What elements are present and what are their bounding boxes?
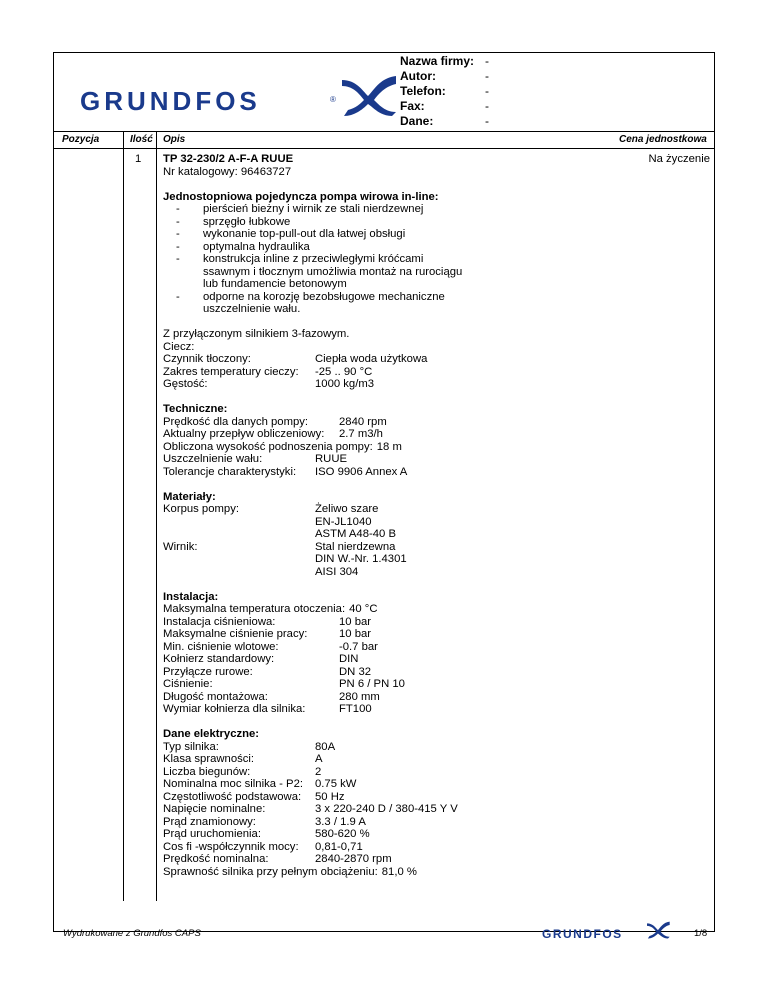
- table-row: Uszczelnienie wału: RUUE: [163, 453, 348, 465]
- col-cena: Cena jednostkowa: [619, 134, 707, 145]
- col-ilosc: Ilość: [130, 134, 153, 145]
- table-row: Wirnik: Stal nierdzewna: [163, 540, 396, 553]
- svg-text:GRUNDFOS: GRUNDFOS: [542, 927, 623, 941]
- col-pozycja: Pozycja: [62, 134, 100, 145]
- svg-text:®: ®: [330, 95, 336, 104]
- item-price: Na życzenie: [648, 153, 710, 165]
- table-row: Tolerancje charakterystyki: ISO 9906 Annex A: [163, 465, 408, 478]
- item-description: [163, 153, 703, 878]
- table-row: DIN W.-Nr. 1.4301: [315, 553, 407, 565]
- list-item: - konstrukcja inline z przeciwległymi króćcami ssawnym i tłocznym umożliwia montaż na rurociągu lub fundamencie betonowym: [176, 253, 463, 290]
- table-row: EN-JL1040: [315, 515, 372, 528]
- catalog-number: Nr katalogowy: 96463727: [163, 165, 292, 178]
- grundfos-footer-logo: [542, 920, 682, 947]
- printed-from-note: Wydrukowane z Grundfos CAPS: [63, 928, 201, 939]
- table-row: AISI 304: [315, 565, 359, 578]
- table-row: Aktualny przepływ obliczeniowy: 2.7 m3/h: [163, 428, 383, 440]
- table-row: Korpus pompy: Żeliwo szare: [163, 503, 379, 515]
- phone-field: Telefon: -: [400, 84, 489, 98]
- description-heading: Jednostopniowa pojedyncza pompa wirowa in-line:: [163, 190, 439, 203]
- page-number: 1/8: [694, 928, 708, 939]
- fax-field: Fax: -: [400, 99, 489, 113]
- header-divider: [53, 131, 715, 132]
- table-row: Maksymalne ciśnienie pracy: 10 bar: [163, 628, 372, 640]
- motor-intro: Z przyłączonym silnikiem 3-fazowym.: [163, 328, 350, 340]
- table-row: Prąd znamionowy: 3.3 / 1.9 A: [163, 815, 366, 828]
- item-quantity: 1: [135, 153, 142, 165]
- table-row: Czynnik tłoczony: Ciepła woda użytkowa: [163, 353, 428, 365]
- list-item: - sprzęgło łubkowe: [176, 215, 291, 228]
- table-row: Prędkość dla danych pompy: 2840 rpm: [163, 415, 387, 428]
- grundfos-logo: [80, 72, 396, 121]
- column-header-divider: [53, 148, 715, 149]
- table-row: Instalacja ciśnieniowa: 10 bar: [163, 615, 372, 628]
- table-row: Prąd uruchomienia: 580-620 %: [163, 828, 370, 840]
- table-row: Prędkość nominalna: 2840-2870 rpm: [163, 853, 392, 865]
- electrical-heading: Dane elektryczne:: [163, 728, 260, 740]
- materials-heading: Materiały:: [163, 490, 216, 503]
- company-field: Nazwa firmy: -: [400, 54, 489, 68]
- list-item: - pierścień bieżny i wirnik ze stali nierdzewnej: [176, 203, 424, 215]
- column-divider: [123, 131, 124, 901]
- table-row: Liczba biegunów: 2: [163, 765, 322, 778]
- table-row: Częstotliwość podstawowa: 50 Hz: [163, 790, 345, 803]
- table-row: Nominalna moc silnika - P2: 0.75 kW: [163, 778, 357, 790]
- date-field: Dane: -: [400, 114, 489, 128]
- table-row: Kołnierz standardowy: DIN: [163, 653, 359, 665]
- table-row: Maksymalna temperatura otoczenia: 40 °C: [163, 603, 378, 615]
- table-row: Wymiar kołnierza dla silnika: FT100: [163, 703, 372, 715]
- list-item: - wykonanie top-pull-out dla łatwej obsługi: [176, 228, 406, 240]
- table-row: Napięcie nominalne: 3 x 220-240 D / 380-415 Y V: [163, 803, 458, 815]
- table-row: Długość montażowa: 280 mm: [163, 690, 380, 703]
- column-divider: [156, 131, 157, 901]
- table-row: Ciśnienie: PN 6 / PN 10: [163, 678, 405, 690]
- table-row: Gęstość: 1000 kg/m3: [163, 378, 375, 390]
- liquid-heading: Ciecz:: [163, 340, 195, 353]
- company-info: [400, 54, 489, 129]
- technical-heading: Techniczne:: [163, 403, 228, 415]
- table-row: Zakres temperatury cieczy: -25 .. 90 °C: [163, 365, 373, 378]
- list-item: - optymalna hydraulika: [176, 240, 310, 253]
- installation-heading: Instalacja:: [163, 590, 219, 603]
- col-opis: Opis: [163, 134, 186, 145]
- table-row: Klasa sprawności: A: [163, 753, 323, 765]
- product-title: TP 32-230/2 A-F-A RUUE: [163, 153, 294, 165]
- table-row: Min. ciśnienie wlotowe: -0.7 bar: [163, 640, 378, 653]
- table-row: Przyłącze rurowe: DN 32: [163, 665, 372, 678]
- table-row: Cos fi -współczynnik mocy: 0,81-0,71: [163, 840, 363, 853]
- logo-text: GRUNDFOS: [80, 86, 261, 116]
- table-row: Obliczona wysokość podnoszenia pompy: 18 m: [163, 440, 402, 453]
- table-row: Sprawność silnika przy pełnym obciążeniu: 81,0 %: [163, 865, 417, 878]
- author-field: Autor: -: [400, 69, 489, 83]
- list-item: - odporne na korozję bezobsługowe mechaniczne uszczelnienie wału.: [176, 290, 445, 315]
- table-row: Typ silnika: 80A: [163, 740, 336, 753]
- table-row: ASTM A48-40 B: [315, 528, 396, 540]
